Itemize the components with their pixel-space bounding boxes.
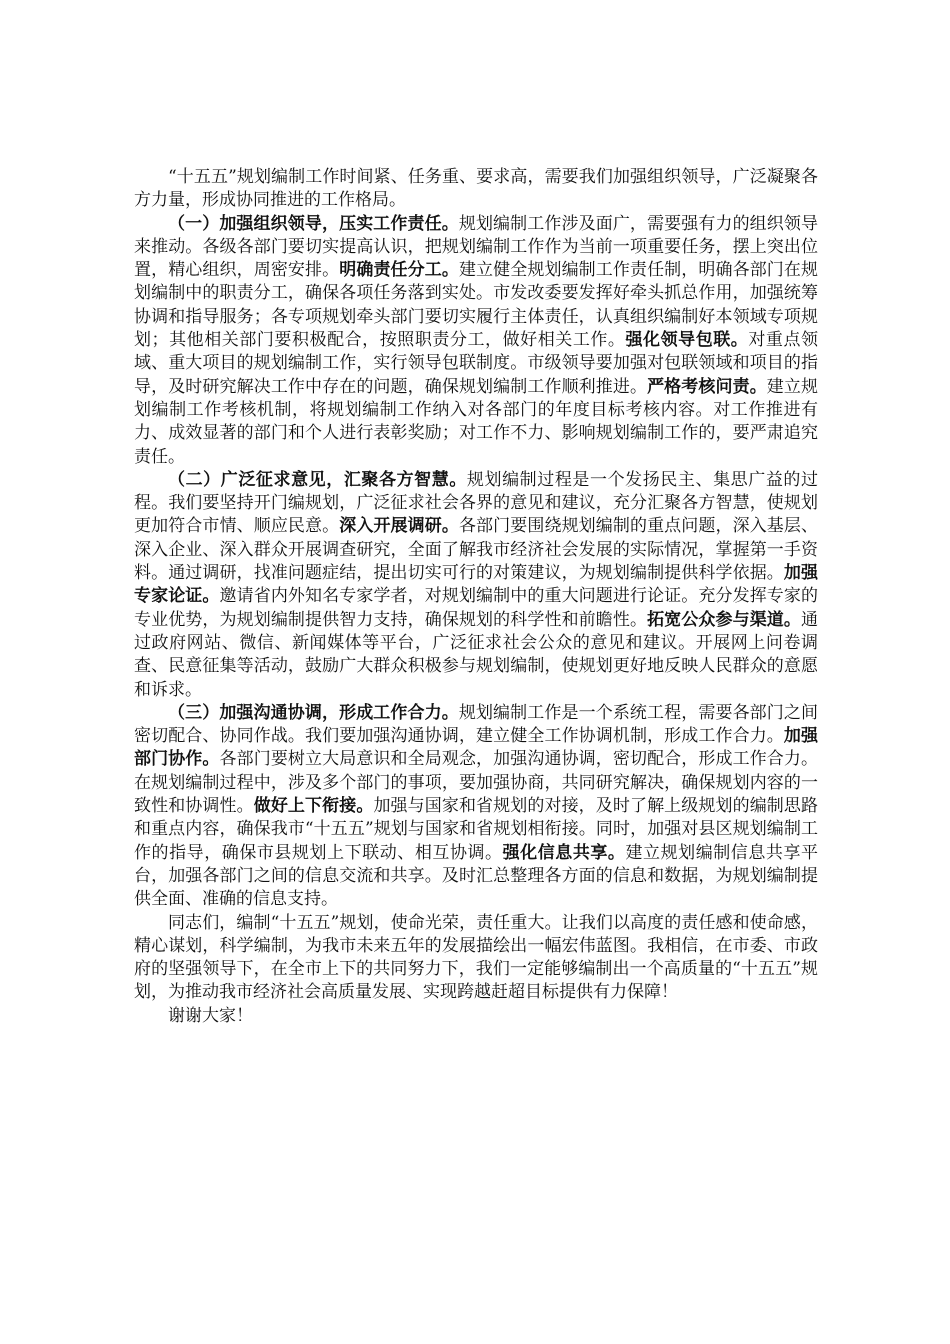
section-3-subheading-4: 强化信息共享。 <box>502 842 626 863</box>
section-3-text-2: 各部门要树立大局意识和全局观念，加强沟通协调，密切配合，形成工作合力。在规划编制过程中，涉及多个部门的事项，要加强协商，共同研究解决，确保规划内容的一致性和协调性。 <box>134 749 819 817</box>
section-1-text-2: 建立健全规划编制工作责任制，明确各部门在规划编制中的职责分工，确保各项任务落到实处。市发改委要发挥好牵头抓总作用，加强统筹协调和指导服务；各专项规划牵头部门要切实履行主体责任，认真组织编制好本领域专项规划；其他相关部门要积极配合，按照职责分工，做好相关工作。 <box>134 260 819 351</box>
section-2-paragraph <box>134 469 818 702</box>
section-1-text-1: 规划编制工作涉及面广，需要强有力的组织领导来推动。各级各部门要切实提高认识，把规划编制工作作为当前一项重要任务，摆上突出位置，精心组织，周密安排。 <box>134 213 819 281</box>
section-2-text-2: 各部门要围绕规划编制的重点问题，深入基层、深入企业、深入群众开展调查研究，全面了解我市经济社会发展的实际情况，掌握第一手资料。通过调研，找准问题症结，提出切实可行的对策建议，为规划编制提供科学依据。 <box>134 516 819 584</box>
thanks-paragraph <box>134 1005 818 1028</box>
section-2-subheading-3: 加强专家论证。 <box>134 563 819 607</box>
section-3-text-4: 建立规划编制信息共享平台，加强各部门之间的信息交流和共享。及时汇总整理各方面的信息和数据，为规划编制提供全面、准确的信息支持。 <box>134 842 819 910</box>
document-page <box>134 166 818 1028</box>
section-1-paragraph <box>134 213 818 469</box>
thanks-text: 谢谢大家！ <box>168 1005 253 1026</box>
section-2-text-4: 通过政府网站、微信、新闻媒体等平台，广泛征求社会公众的意见和建议。开展网上问卷调查、民意征集等活动，鼓励广大群众积极参与规划编制，使规划更好地反映人民群众的意愿和诉求。 <box>134 609 819 700</box>
section-1-subheading-2: 明确责任分工。 <box>339 260 459 281</box>
section-1-subheading-4: 严格考核问责。 <box>647 376 767 397</box>
section-3-text-1: 规划编制工作是一个系统工程，需要各部门之间密切配合、协同作战。我们要加强沟通协调，建立健全工作协调机制，形成工作合力。 <box>134 702 819 747</box>
section-2-heading: （二）广泛征求意见，汇聚各方智慧。 <box>168 469 467 490</box>
section-3-paragraph <box>134 702 818 912</box>
section-2-text-3: 邀请省内外知名专家学者，对规划编制中的重大问题进行论证。充分发挥专家的专业优势，为规划编制提供智力支持，确保规划的科学性和前瞻性。 <box>134 586 819 630</box>
section-2-subheading-2: 深入开展调研。 <box>339 516 459 537</box>
section-1-text-4: 建立规划编制工作考核机制，将规划编制工作纳入对各部门的年度目标考核内容。对工作推进有力、成效显著的部门和个人进行表彰奖励；对工作不力、影响规划编制工作的，要严肃追究责任。 <box>134 376 819 467</box>
section-3-heading: （三）加强沟通协调，形成工作合力。 <box>168 702 459 723</box>
section-1-heading: （一）加强组织领导，压实工作责任。 <box>168 213 459 234</box>
closing-text: 同志们，编制“十五五”规划，使命光荣，责任重大。让我们以高度的责任感和使命感，精心谋划，科学编制，为我市未来五年的发展描绘出一幅宏伟蓝图。我相信，在市委、市政府的坚强领导下，在全市上下的共同努力下，我们一定能够编制出一个高质量的“十五五”规划，为推动我市经济社会高质量发展、实现跨越赶超目标提供有力保障！ <box>134 912 818 1003</box>
intro-paragraph <box>134 166 818 213</box>
section-2-subheading-4: 拓宽公众参与渠道。 <box>647 609 802 630</box>
section-2-text-1: 规划编制过程是一个发扬民主、集思广益的过程。我们要坚持开门编规划，广泛征求社会各界的意见和建议，充分汇聚各方智慧，使规划更加符合市情、顺应民意。 <box>134 469 819 537</box>
closing-paragraph <box>134 912 818 1005</box>
intro-text: “十五五”规划编制工作时间紧、任务重、要求高，需要我们加强组织领导，广泛凝聚各方力量，形成协同推进的工作格局。 <box>134 167 818 211</box>
section-3-subheading-2: 加强部门协作。 <box>134 726 819 770</box>
section-3-text-3: 加强与国家和省规划的对接，及时了解上级规划的编制思路和重点内容，确保我市“十五五”规划与国家和省规划相衔接。同时，加强对县区规划编制工作的指导，确保市县规划上下联动、相互协调。 <box>134 796 819 863</box>
section-3-subheading-3: 做好上下衔接。 <box>253 796 374 817</box>
section-1-text-3: 对重点领域、重大项目的规划编制工作，实行领导包联制度。市级领导要加强对包联领域和项目的指导，及时研究解决工作中存在的问题，确保规划编制工作顺利推进。 <box>134 330 819 397</box>
section-1-subheading-3: 强化领导包联。 <box>625 330 749 351</box>
